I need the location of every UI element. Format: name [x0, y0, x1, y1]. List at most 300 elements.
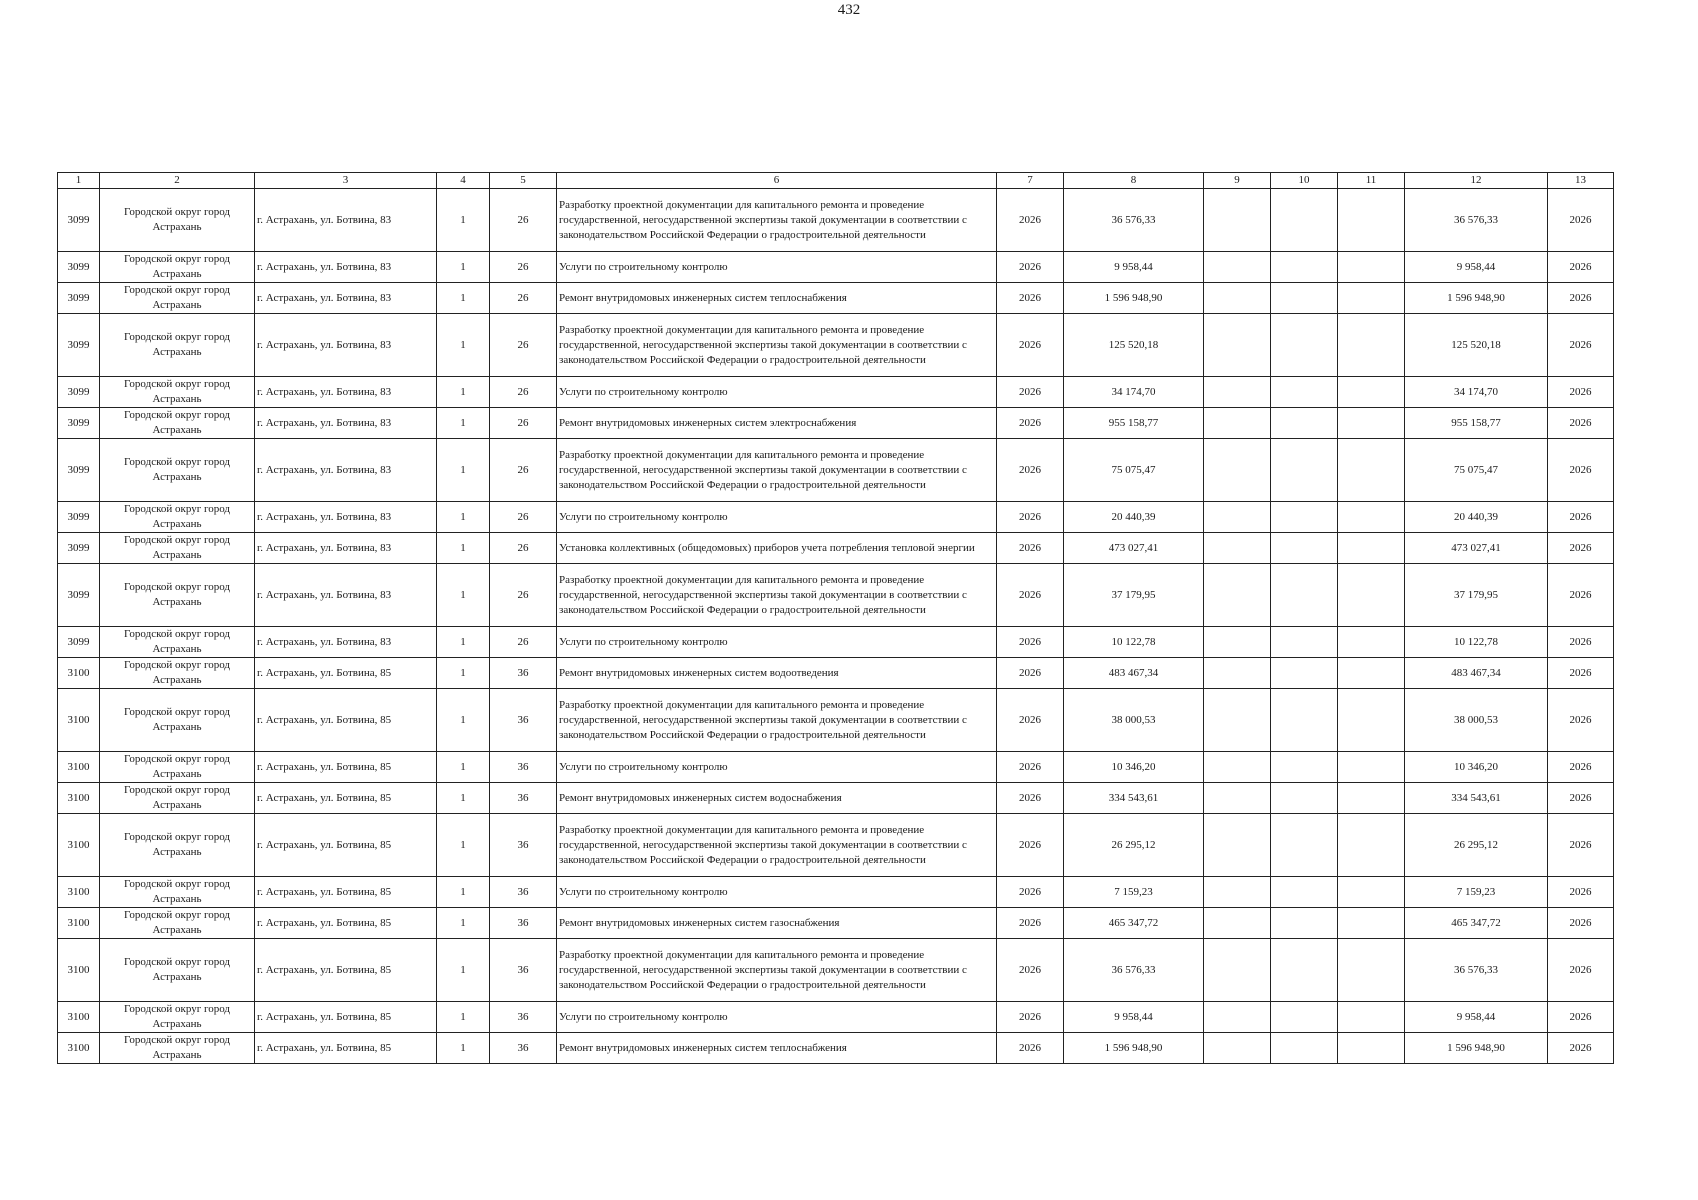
- year: 2026: [997, 658, 1064, 689]
- row-number: 3100: [58, 1002, 100, 1033]
- completion-year: 2026: [1548, 533, 1614, 564]
- table-row: [58, 252, 1614, 283]
- cost: 955 158,77: [1064, 408, 1204, 439]
- col-10-value: [1271, 408, 1338, 439]
- col-10-value: [1271, 752, 1338, 783]
- col-5-value: 26: [490, 377, 557, 408]
- municipality: Городской округ город Астрахань: [100, 283, 255, 314]
- address: г. Астрахань, ул. Ботвина, 83: [255, 502, 437, 533]
- total-cost: 9 958,44: [1405, 252, 1548, 283]
- completion-year: 2026: [1548, 908, 1614, 939]
- completion-year: 2026: [1548, 689, 1614, 752]
- completion-year: 2026: [1548, 1002, 1614, 1033]
- municipality: Городской округ город Астрахань: [100, 627, 255, 658]
- cost: 1 596 948,90: [1064, 283, 1204, 314]
- completion-year: 2026: [1548, 658, 1614, 689]
- work-description: Услуги по строительному контролю: [557, 252, 997, 283]
- address: г. Астрахань, ул. Ботвина, 83: [255, 408, 437, 439]
- work-description: Разработку проектной документации для капитального ремонта и проведение государственной, негосударственной экспертизы такой документации в соответствии с законодательством Российской Федерации о градостроительной деятельности: [557, 189, 997, 252]
- table-row: [58, 283, 1614, 314]
- column-header: 4: [437, 173, 490, 189]
- col-5-value: 26: [490, 439, 557, 502]
- completion-year: 2026: [1548, 564, 1614, 627]
- col-9-value: [1204, 189, 1271, 252]
- total-cost: 26 295,12: [1405, 814, 1548, 877]
- year: 2026: [997, 564, 1064, 627]
- table-row: [58, 908, 1614, 939]
- col-5-value: 26: [490, 252, 557, 283]
- col-10-value: [1271, 533, 1338, 564]
- col-10-value: [1271, 939, 1338, 1002]
- table-row: [58, 439, 1614, 502]
- col-10-value: [1271, 877, 1338, 908]
- col-4-value: 1: [437, 252, 490, 283]
- municipality: Городской округ город Астрахань: [100, 533, 255, 564]
- cost: 75 075,47: [1064, 439, 1204, 502]
- table-row: [58, 814, 1614, 877]
- total-cost: 1 596 948,90: [1405, 1033, 1548, 1064]
- row-number: 3100: [58, 1033, 100, 1064]
- col-11-value: [1338, 783, 1405, 814]
- row-number: 3100: [58, 783, 100, 814]
- year: 2026: [997, 502, 1064, 533]
- total-cost: 36 576,33: [1405, 939, 1548, 1002]
- cost: 37 179,95: [1064, 564, 1204, 627]
- table-row: [58, 939, 1614, 1002]
- col-4-value: 1: [437, 408, 490, 439]
- table-row: [58, 377, 1614, 408]
- completion-year: 2026: [1548, 283, 1614, 314]
- year: 2026: [997, 752, 1064, 783]
- municipality: Городской округ город Астрахань: [100, 814, 255, 877]
- municipality: Городской округ город Астрахань: [100, 564, 255, 627]
- col-4-value: 1: [437, 627, 490, 658]
- municipality: Городской округ город Астрахань: [100, 689, 255, 752]
- year: 2026: [997, 783, 1064, 814]
- col-9-value: [1204, 658, 1271, 689]
- municipality: Городской округ город Астрахань: [100, 752, 255, 783]
- address: г. Астрахань, ул. Ботвина, 83: [255, 189, 437, 252]
- col-9-value: [1204, 752, 1271, 783]
- total-cost: 473 027,41: [1405, 533, 1548, 564]
- total-cost: 1 596 948,90: [1405, 283, 1548, 314]
- municipality: Городской округ город Астрахань: [100, 189, 255, 252]
- municipality: Городской округ город Астрахань: [100, 314, 255, 377]
- year: 2026: [997, 439, 1064, 502]
- year: 2026: [997, 1002, 1064, 1033]
- col-5-value: 36: [490, 939, 557, 1002]
- column-header: 11: [1338, 173, 1405, 189]
- completion-year: 2026: [1548, 502, 1614, 533]
- completion-year: 2026: [1548, 408, 1614, 439]
- cost: 9 958,44: [1064, 1002, 1204, 1033]
- col-9-value: [1204, 439, 1271, 502]
- total-cost: 125 520,18: [1405, 314, 1548, 377]
- col-11-value: [1338, 564, 1405, 627]
- col-9-value: [1204, 908, 1271, 939]
- municipality: Городской округ город Астрахань: [100, 1033, 255, 1064]
- col-9-value: [1204, 314, 1271, 377]
- col-9-value: [1204, 283, 1271, 314]
- col-5-value: 36: [490, 814, 557, 877]
- municipality: Городской округ город Астрахань: [100, 439, 255, 502]
- total-cost: 38 000,53: [1405, 689, 1548, 752]
- col-10-value: [1271, 502, 1338, 533]
- col-11-value: [1338, 408, 1405, 439]
- col-9-value: [1204, 627, 1271, 658]
- col-5-value: 26: [490, 283, 557, 314]
- col-5-value: 26: [490, 502, 557, 533]
- col-11-value: [1338, 752, 1405, 783]
- municipality: Городской округ город Астрахань: [100, 252, 255, 283]
- table-row: [58, 689, 1614, 752]
- cost: 10 346,20: [1064, 752, 1204, 783]
- row-number: 3100: [58, 877, 100, 908]
- address: г. Астрахань, ул. Ботвина, 85: [255, 814, 437, 877]
- address: г. Астрахань, ул. Ботвина, 83: [255, 627, 437, 658]
- col-9-value: [1204, 939, 1271, 1002]
- municipality: Городской округ город Астрахань: [100, 658, 255, 689]
- col-4-value: 1: [437, 377, 490, 408]
- cost: 36 576,33: [1064, 939, 1204, 1002]
- year: 2026: [997, 689, 1064, 752]
- col-10-value: [1271, 252, 1338, 283]
- row-number: 3099: [58, 533, 100, 564]
- total-cost: 955 158,77: [1405, 408, 1548, 439]
- col-9-value: [1204, 689, 1271, 752]
- total-cost: 34 174,70: [1405, 377, 1548, 408]
- col-9-value: [1204, 252, 1271, 283]
- table-row: [58, 314, 1614, 377]
- cost: 38 000,53: [1064, 689, 1204, 752]
- col-10-value: [1271, 283, 1338, 314]
- col-9-value: [1204, 814, 1271, 877]
- completion-year: 2026: [1548, 939, 1614, 1002]
- work-description: Услуги по строительному контролю: [557, 1002, 997, 1033]
- completion-year: 2026: [1548, 783, 1614, 814]
- col-5-value: 36: [490, 658, 557, 689]
- year: 2026: [997, 814, 1064, 877]
- col-4-value: 1: [437, 1033, 490, 1064]
- row-number: 3100: [58, 939, 100, 1002]
- work-description: Услуги по строительному контролю: [557, 502, 997, 533]
- col-5-value: 36: [490, 877, 557, 908]
- work-description: Услуги по строительному контролю: [557, 752, 997, 783]
- col-11-value: [1338, 877, 1405, 908]
- row-number: 3099: [58, 252, 100, 283]
- col-11-value: [1338, 908, 1405, 939]
- municipality: Городской округ город Астрахань: [100, 783, 255, 814]
- municipality: Городской округ город Астрахань: [100, 1002, 255, 1033]
- table-row: [58, 752, 1614, 783]
- col-11-value: [1338, 314, 1405, 377]
- total-cost: 483 467,34: [1405, 658, 1548, 689]
- work-description: Услуги по строительному контролю: [557, 377, 997, 408]
- col-9-value: [1204, 1033, 1271, 1064]
- address: г. Астрахань, ул. Ботвина, 85: [255, 689, 437, 752]
- address: г. Астрахань, ул. Ботвина, 83: [255, 377, 437, 408]
- col-4-value: 1: [437, 908, 490, 939]
- row-number: 3099: [58, 408, 100, 439]
- column-header: 5: [490, 173, 557, 189]
- address: г. Астрахань, ул. Ботвина, 83: [255, 564, 437, 627]
- table-row: [58, 502, 1614, 533]
- col-11-value: [1338, 689, 1405, 752]
- col-11-value: [1338, 189, 1405, 252]
- address: г. Астрахань, ул. Ботвина, 85: [255, 877, 437, 908]
- table-row: [58, 408, 1614, 439]
- col-5-value: 36: [490, 1033, 557, 1064]
- col-5-value: 36: [490, 783, 557, 814]
- col-5-value: 26: [490, 314, 557, 377]
- table-row: [58, 658, 1614, 689]
- row-number: 3100: [58, 814, 100, 877]
- total-cost: 7 159,23: [1405, 877, 1548, 908]
- completion-year: 2026: [1548, 877, 1614, 908]
- col-9-value: [1204, 783, 1271, 814]
- cost: 334 543,61: [1064, 783, 1204, 814]
- col-5-value: 26: [490, 533, 557, 564]
- address: г. Астрахань, ул. Ботвина, 85: [255, 1033, 437, 1064]
- col-11-value: [1338, 939, 1405, 1002]
- address: г. Астрахань, ул. Ботвина, 85: [255, 752, 437, 783]
- col-10-value: [1271, 439, 1338, 502]
- year: 2026: [997, 189, 1064, 252]
- row-number: 3099: [58, 439, 100, 502]
- total-cost: 10 122,78: [1405, 627, 1548, 658]
- completion-year: 2026: [1548, 189, 1614, 252]
- col-11-value: [1338, 533, 1405, 564]
- total-cost: 36 576,33: [1405, 189, 1548, 252]
- col-10-value: [1271, 314, 1338, 377]
- col-4-value: 1: [437, 689, 490, 752]
- table-row: [58, 189, 1614, 252]
- column-header: 2: [100, 173, 255, 189]
- col-10-value: [1271, 689, 1338, 752]
- completion-year: 2026: [1548, 439, 1614, 502]
- cost: 10 122,78: [1064, 627, 1204, 658]
- work-description: Разработку проектной документации для капитального ремонта и проведение государственной, негосударственной экспертизы такой документации в соответствии с законодательством Российской Федерации о градостроительной деятельности: [557, 564, 997, 627]
- col-5-value: 36: [490, 752, 557, 783]
- table-row: [58, 627, 1614, 658]
- total-cost: 9 958,44: [1405, 1002, 1548, 1033]
- total-cost: 75 075,47: [1405, 439, 1548, 502]
- address: г. Астрахань, ул. Ботвина, 85: [255, 939, 437, 1002]
- work-description: Ремонт внутридомовых инженерных систем водоснабжения: [557, 783, 997, 814]
- col-10-value: [1271, 564, 1338, 627]
- total-cost: 37 179,95: [1405, 564, 1548, 627]
- column-header: 1: [58, 173, 100, 189]
- col-11-value: [1338, 252, 1405, 283]
- year: 2026: [997, 314, 1064, 377]
- completion-year: 2026: [1548, 627, 1614, 658]
- col-11-value: [1338, 439, 1405, 502]
- cost: 125 520,18: [1064, 314, 1204, 377]
- row-number: 3099: [58, 377, 100, 408]
- row-number: 3100: [58, 752, 100, 783]
- work-description: Разработку проектной документации для капитального ремонта и проведение государственной, негосударственной экспертизы такой документации в соответствии с законодательством Российской Федерации о градостроительной деятельности: [557, 689, 997, 752]
- col-10-value: [1271, 627, 1338, 658]
- col-4-value: 1: [437, 783, 490, 814]
- col-10-value: [1271, 658, 1338, 689]
- table-row: [58, 564, 1614, 627]
- col-5-value: 26: [490, 564, 557, 627]
- col-5-value: 26: [490, 189, 557, 252]
- work-description: Разработку проектной документации для капитального ремонта и проведение государственной, негосударственной экспертизы такой документации в соответствии с законодательством Российской Федерации о градостроительной деятельности: [557, 814, 997, 877]
- table-row: [58, 533, 1614, 564]
- col-11-value: [1338, 283, 1405, 314]
- address: г. Астрахань, ул. Ботвина, 85: [255, 908, 437, 939]
- table-row: [58, 877, 1614, 908]
- column-header: 10: [1271, 173, 1338, 189]
- municipality: Городской округ город Астрахань: [100, 939, 255, 1002]
- row-number: 3099: [58, 502, 100, 533]
- cost: 26 295,12: [1064, 814, 1204, 877]
- cost: 20 440,39: [1064, 502, 1204, 533]
- completion-year: 2026: [1548, 752, 1614, 783]
- page-number: 432: [837, 2, 861, 18]
- row-number: 3099: [58, 314, 100, 377]
- total-cost: 334 543,61: [1405, 783, 1548, 814]
- header-row: [58, 173, 1614, 189]
- work-description: Ремонт внутридомовых инженерных систем электроснабжения: [557, 408, 997, 439]
- year: 2026: [997, 908, 1064, 939]
- col-4-value: 1: [437, 877, 490, 908]
- col-11-value: [1338, 814, 1405, 877]
- col-10-value: [1271, 783, 1338, 814]
- column-header: 13: [1548, 173, 1614, 189]
- col-4-value: 1: [437, 502, 490, 533]
- work-description: Услуги по строительному контролю: [557, 877, 997, 908]
- col-4-value: 1: [437, 564, 490, 627]
- col-11-value: [1338, 1002, 1405, 1033]
- work-description: Ремонт внутридомовых инженерных систем теплоснабжения: [557, 1033, 997, 1064]
- col-10-value: [1271, 189, 1338, 252]
- address: г. Астрахань, ул. Ботвина, 83: [255, 283, 437, 314]
- col-9-value: [1204, 877, 1271, 908]
- cost: 34 174,70: [1064, 377, 1204, 408]
- work-description: Ремонт внутридомовых инженерных систем газоснабжения: [557, 908, 997, 939]
- col-9-value: [1204, 1002, 1271, 1033]
- year: 2026: [997, 939, 1064, 1002]
- cost: 7 159,23: [1064, 877, 1204, 908]
- completion-year: 2026: [1548, 1033, 1614, 1064]
- completion-year: 2026: [1548, 814, 1614, 877]
- year: 2026: [997, 1033, 1064, 1064]
- year: 2026: [997, 283, 1064, 314]
- row-number: 3100: [58, 689, 100, 752]
- column-header: 8: [1064, 173, 1204, 189]
- work-description: Услуги по строительному контролю: [557, 627, 997, 658]
- year: 2026: [997, 408, 1064, 439]
- col-4-value: 1: [437, 314, 490, 377]
- municipality: Городской округ город Астрахань: [100, 502, 255, 533]
- address: г. Астрахань, ул. Ботвина, 83: [255, 533, 437, 564]
- completion-year: 2026: [1548, 314, 1614, 377]
- column-header: 6: [557, 173, 997, 189]
- cost: 36 576,33: [1064, 189, 1204, 252]
- col-9-value: [1204, 408, 1271, 439]
- total-cost: 10 346,20: [1405, 752, 1548, 783]
- row-number: 3099: [58, 283, 100, 314]
- cost: 483 467,34: [1064, 658, 1204, 689]
- municipality: Городской округ город Астрахань: [100, 877, 255, 908]
- column-header: 3: [255, 173, 437, 189]
- cost: 9 958,44: [1064, 252, 1204, 283]
- address: г. Астрахань, ул. Ботвина, 83: [255, 439, 437, 502]
- cost: 473 027,41: [1064, 533, 1204, 564]
- col-4-value: 1: [437, 658, 490, 689]
- col-5-value: 36: [490, 908, 557, 939]
- col-10-value: [1271, 1002, 1338, 1033]
- row-number: 3099: [58, 189, 100, 252]
- col-10-value: [1271, 377, 1338, 408]
- col-4-value: 1: [437, 939, 490, 1002]
- work-description: Разработку проектной документации для капитального ремонта и проведение государственной, негосударственной экспертизы такой документации в соответствии с законодательством Российской Федерации о градостроительной деятельности: [557, 939, 997, 1002]
- column-header: 9: [1204, 173, 1271, 189]
- col-5-value: 36: [490, 689, 557, 752]
- col-11-value: [1338, 502, 1405, 533]
- col-4-value: 1: [437, 439, 490, 502]
- table-row: [58, 783, 1614, 814]
- col-9-value: [1204, 502, 1271, 533]
- col-10-value: [1271, 814, 1338, 877]
- work-description: Ремонт внутридомовых инженерных систем водоотведения: [557, 658, 997, 689]
- cost: 1 596 948,90: [1064, 1033, 1204, 1064]
- col-11-value: [1338, 377, 1405, 408]
- address: г. Астрахань, ул. Ботвина, 85: [255, 658, 437, 689]
- completion-year: 2026: [1548, 377, 1614, 408]
- col-10-value: [1271, 908, 1338, 939]
- table-row: [58, 1033, 1614, 1064]
- col-5-value: 36: [490, 1002, 557, 1033]
- year: 2026: [997, 533, 1064, 564]
- col-4-value: 1: [437, 1002, 490, 1033]
- col-4-value: 1: [437, 752, 490, 783]
- col-5-value: 26: [490, 627, 557, 658]
- col-11-value: [1338, 658, 1405, 689]
- address: г. Астрахань, ул. Ботвина, 83: [255, 252, 437, 283]
- col-4-value: 1: [437, 533, 490, 564]
- municipality: Городской округ город Астрахань: [100, 408, 255, 439]
- work-description: Установка коллективных (общедомовых) приборов учета потребления тепловой энергии: [557, 533, 997, 564]
- col-4-value: 1: [437, 283, 490, 314]
- completion-year: 2026: [1548, 252, 1614, 283]
- year: 2026: [997, 252, 1064, 283]
- municipality: Городской округ город Астрахань: [100, 377, 255, 408]
- column-header: 12: [1405, 173, 1548, 189]
- work-description: Разработку проектной документации для капитального ремонта и проведение государственной, негосударственной экспертизы такой документации в соответствии с законодательством Российской Федерации о градостроительной деятельности: [557, 314, 997, 377]
- address: г. Астрахань, ул. Ботвина, 85: [255, 1002, 437, 1033]
- row-number: 3099: [58, 564, 100, 627]
- address: г. Астрахань, ул. Ботвина, 83: [255, 314, 437, 377]
- work-description: Ремонт внутридомовых инженерных систем теплоснабжения: [557, 283, 997, 314]
- year: 2026: [997, 877, 1064, 908]
- total-cost: 20 440,39: [1405, 502, 1548, 533]
- total-cost: 465 347,72: [1405, 908, 1548, 939]
- col-11-value: [1338, 1033, 1405, 1064]
- row-number: 3099: [58, 627, 100, 658]
- col-4-value: 1: [437, 189, 490, 252]
- row-number: 3100: [58, 908, 100, 939]
- register-table: [57, 172, 1614, 1064]
- col-10-value: [1271, 1033, 1338, 1064]
- col-9-value: [1204, 564, 1271, 627]
- work-description: Разработку проектной документации для капитального ремонта и проведение государственной, негосударственной экспертизы такой документации в соответствии с законодательством Российской Федерации о градостроительной деятельности: [557, 439, 997, 502]
- table-row: [58, 1002, 1614, 1033]
- row-number: 3100: [58, 658, 100, 689]
- year: 2026: [997, 627, 1064, 658]
